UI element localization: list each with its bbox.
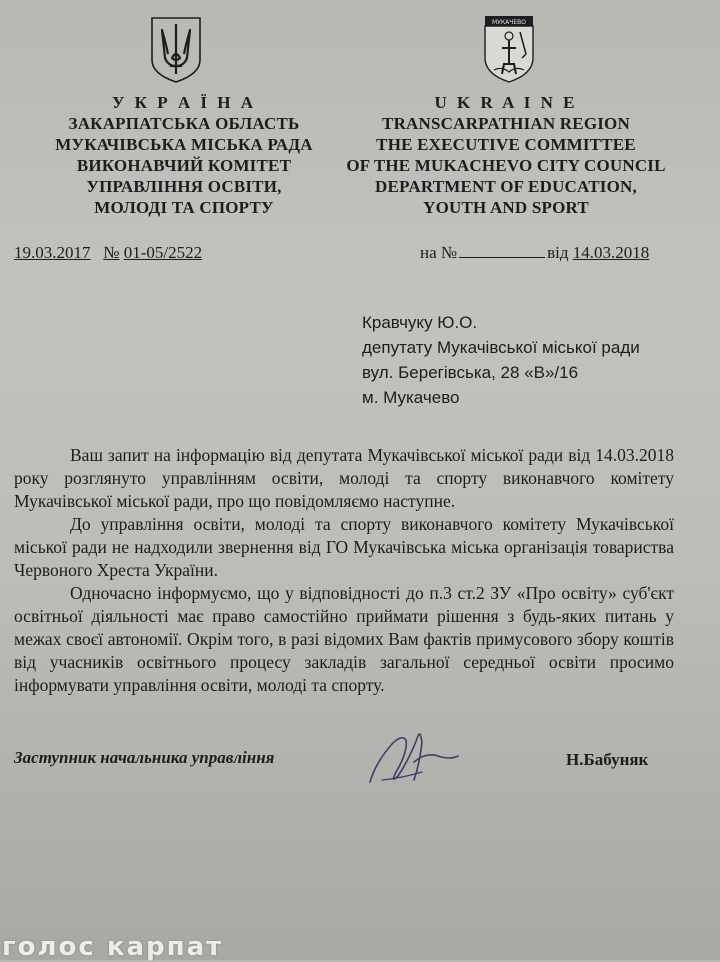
header-english <box>336 92 676 218</box>
reply-date-prefix: від <box>547 243 569 262</box>
header-ukrainian <box>30 92 338 218</box>
signatory-name: Н.Бабуняк <box>566 750 649 769</box>
header-country: У К Р А Ї Н А <box>111 93 257 112</box>
outgoing-number: 01-05/2522 <box>123 243 203 262</box>
body-paragraph-2: До управління освіти, молоді та спорту виконавчого комітету Мукачівської міської ради не надходили звернення від ГО Мукачівська міська організація товариства Червоного Хреста України. <box>14 514 674 580</box>
header-committee: ВИКОНАВЧИЙ КОМІТЕТ <box>76 156 292 175</box>
addressee-street: вул. Берегівська, 28 «В»/16 <box>362 363 579 382</box>
outgoing-number-prefix: № <box>103 243 120 262</box>
body-paragraph-1: Ваш запит на інформацію від депутата Мукачівської міської ради від 14.03.2018 року розглянуто управлінням освіти, молоді та спорту виконавчого комітету Мукачівської міської ради, про що повідомляємо наступне. <box>14 445 674 511</box>
watermark: голос карпат <box>2 932 224 962</box>
incoming-reference <box>420 243 649 263</box>
header-department-en: DEPARTMENT OF EDUCATION, <box>375 177 637 196</box>
reply-number-prefix: на № <box>420 243 458 262</box>
letter-body <box>14 444 674 697</box>
signatory-title: Заступник начальника управління <box>14 748 275 767</box>
mukachevo-coat-of-arms-icon <box>482 14 536 84</box>
svg-text:МУКАЧЕВО: МУКАЧЕВО <box>492 19 526 26</box>
outgoing-date: 19.03.2017 <box>14 243 91 262</box>
tryzub-icon <box>148 14 204 84</box>
reply-number-blank <box>459 243 545 258</box>
addressee-city: м. Мукачево <box>362 388 460 407</box>
header-council-en: OF THE MUKACHEVO CITY COUNCIL <box>346 156 666 175</box>
handwritten-signature <box>362 722 462 792</box>
header-region-en: TRANSCARPATHIAN REGION <box>382 114 630 133</box>
header-department-en-cont: YOUTH AND SPORT <box>423 198 589 217</box>
header-country-en: U K R A I N E <box>434 93 578 112</box>
header-committee-en: THE EXECUTIVE COMMITTEE <box>376 135 636 154</box>
header-region: ЗАКАРПАТСЬКА ОБЛАСТЬ <box>68 114 300 133</box>
addressee-position: депутату Мукачівської міської ради <box>362 338 640 357</box>
header-department-cont: МОЛОДІ ТА СПОРТУ <box>94 198 274 217</box>
header-department: УПРАВЛІННЯ ОСВІТИ, <box>86 177 282 196</box>
addressee-block <box>362 310 640 410</box>
outgoing-reference <box>14 243 202 263</box>
body-paragraph-3: Одночасно інформуємо, що у відповідності до п.3 ст.2 ЗУ «Про освіту» суб'єкт освітньої діяльності має право самостійно приймати рішення з будь-яких питань у межах своєї автономії. Окрім того, в разі відомих Вам фактів примусового збору коштів від учасників освітнього процесу закладів загальної середньої освіти просимо інформувати управління освіти, молоді та спорту. <box>14 583 674 695</box>
addressee-name: Кравчуку Ю.О. <box>362 313 478 332</box>
header-council: МУКАЧІВСЬКА МІСЬКА РАДА <box>55 135 313 154</box>
reply-date: 14.03.2018 <box>572 243 650 262</box>
